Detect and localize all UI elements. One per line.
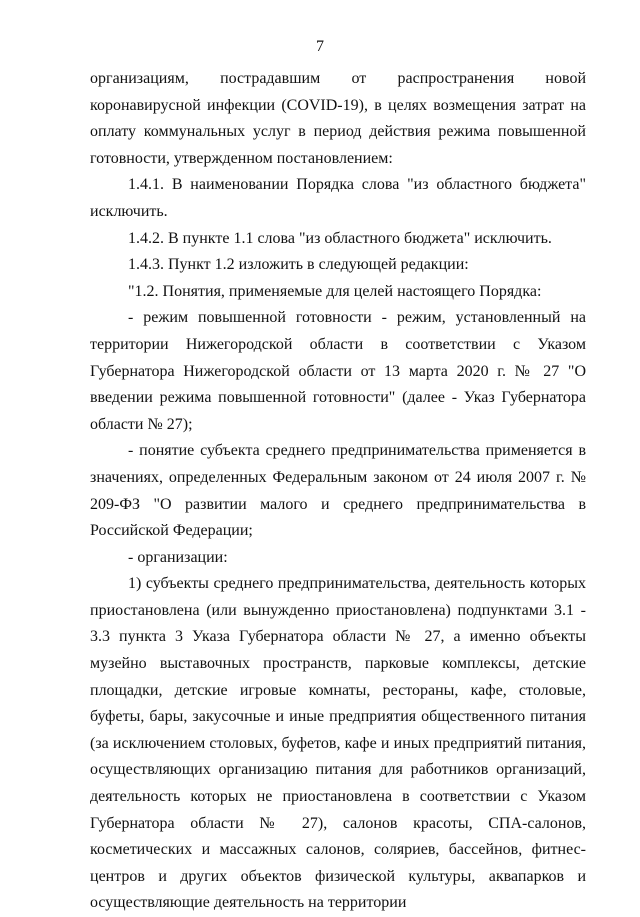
- paragraph-1-4-3: 1.4.3. Пункт 1.2 изложить в следующей редакции:: [128, 256, 469, 274]
- document-body: [90, 66, 586, 917]
- paragraph-organizations: - организации:: [128, 548, 228, 566]
- paragraph-item-1: 1) субъекты среднего предпринимательства, деятельность которых приостановлена (или вынужденно приостановлена) подпунктами 3.1 - 3.3 пункта 3 Указа Губернатора области № 27, а именно объекты музейно выставочных пространств, парковые комплексы, детские площадки, детские игровые комнаты, рестораны, кафе, столовые, буфеты, бары, закусочные и иные предприятия общественного питания (за исключением столовых, буфетов, кафе и иных предприятий питания, осуществляющих организацию питания для работников организаций, деятельность которых не приостановлена в соответствии с Указом Губернатора области № 27), салонов красоты, СПА-салонов, косметических и массажных салонов, соляриев, бассейнов, фитнес-центров и других объектов физической культуры, аквапарков и осуществляющие деятельность на территории: [90, 575, 586, 912]
- paragraph-definition-regime: - режим повышенной готовности - режим, установленный на территории Нижегородской области в соответствии с Указом Губернатора Нижегородской области от 13 марта 2020 г. № 27 "О введении режима повышенной готовности" (далее - Указ Губернатора области № 27);: [90, 309, 586, 433]
- paragraph-intro: организациям, пострадавшим от распространения новой коронавирусной инфекции (COVID-19), в целях возмещения затрат на оплату коммунальных услуг в период действия режима повышенной готовности, утвержденном постановлением:: [90, 70, 586, 167]
- paragraph-definition-enterprise: - понятие субъекта среднего предпринимательства применяется в значениях, определенных Федеральным законом от 24 июля 2007 г. № 209-ФЗ "О развитии малого и среднего предпринимательства в Российской Федерации;: [90, 442, 586, 540]
- paragraph-1-2-heading: "1.2. Понятия, применяемые для целей настоящего Порядка:: [128, 282, 542, 300]
- paragraph-1-4-1: 1.4.1. В наименовании Порядка слова "из областного бюджета" исключить.: [90, 176, 586, 220]
- page-number: 7: [316, 38, 324, 55]
- paragraph-1-4-2: 1.4.2. В пункте 1.1 слова "из областного бюджета" исключить.: [128, 229, 552, 247]
